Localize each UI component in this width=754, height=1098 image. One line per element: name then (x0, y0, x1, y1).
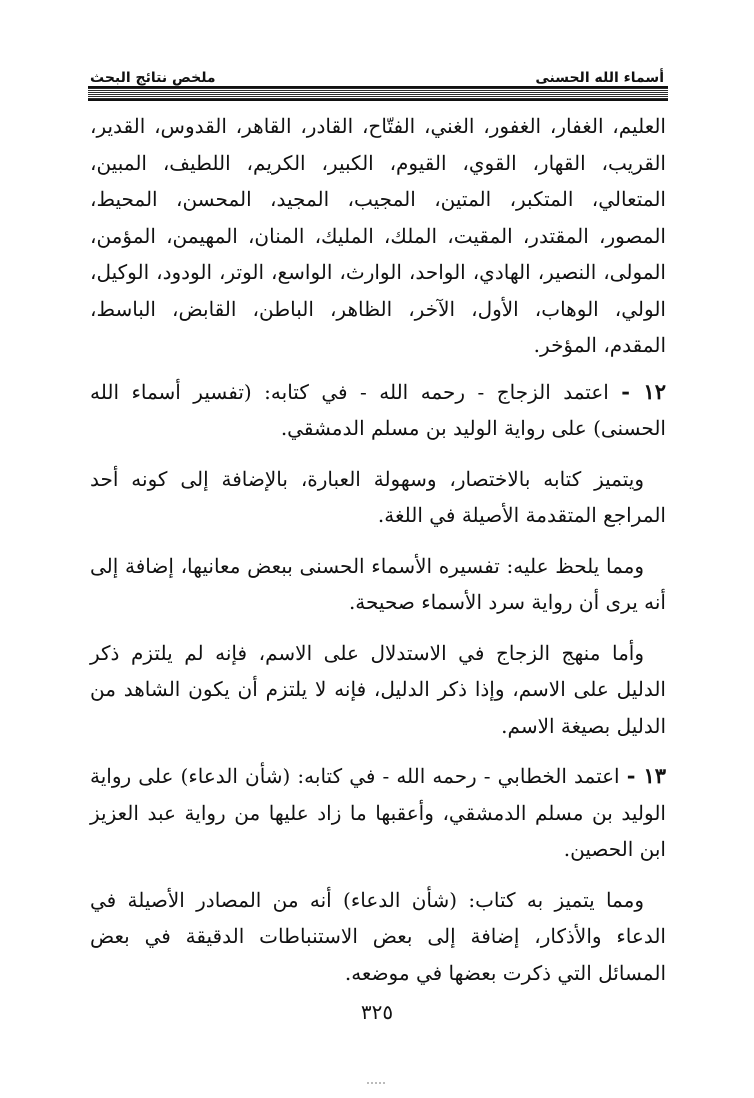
item-13-text: اعتمد الخطابي - رحمه الله - في كتابه: (شأن الدعاء) على رواية الوليد بن مسلم الدمشقي، وأعقبها ما زاد عليها من رواية عبد العزيز ابن الحصين. (90, 764, 666, 861)
item-12-text: اعتمد الزجاج - رحمه الله - في كتابه: (تفسير أسماء الله الحسنى) على رواية الوليد بن مسلم الدمشقي. (90, 379, 666, 440)
body-text (90, 108, 666, 1005)
item-13-distinction-paragraph: ومما يتميز به كتاب: (شأن الدعاء) أنه من المصادر الأصيلة في الدعاء والأذكار، إضافة إلى بعض الاستنباطات الدقيقة في بعض المسائل التي ذكرت بعضها في موضعه. (90, 887, 666, 985)
item-12-method-paragraph: وأما منهج الزجاج في الاستدلال على الاسم، فإنه لم يلتزم ذكر الدليل على الاسم، وإذا ذكر الدليل، فإنه لا يلتزم أن يكون الشاهد من الدليل بصيغة الاسم. (90, 640, 666, 738)
running-header (90, 58, 664, 86)
item-13-number: ١٣ - (626, 763, 667, 788)
header-divider (88, 86, 668, 101)
item-12-paragraph (90, 374, 666, 447)
names-list-paragraph: العليم، الغفار، الغفور، الغني، الفتّاح، القادر، القاهر، القدوس، القدير، القريب، القهار، القوي، القيوم، الكبير، الكريم، اللطيف، المبين، المتعالي، المتكبر، المتين، المجيب، المجيد، المحسن، المحيط، المصور، المقتدر، المقيت، الملك، المليك، المنان، المهيمن، المؤمن، المولى، النصير، الهادي، الواحد، الوارث، الواسع، الوتر، الودود، الوكيل، الولي، الوهاب، الأول، الآخر، الظاهر، الباطن، القابض، الباسط، المقدم، المؤخر. (90, 114, 666, 357)
scan-artifact (367, 1082, 385, 1084)
header-book-title: أسماء الله الحسنى (535, 70, 664, 86)
item-12-note-paragraph: ومما يلحظ عليه: تفسيره الأسماء الحسنى ببعض معانيها، إضافة إلى أنه يرى أن رواية سرد الأسماء صحيحة. (90, 553, 666, 614)
item-13-paragraph (90, 758, 666, 868)
item-12-distinction-paragraph: ويتميز كتابه بالاختصار، وسهولة العبارة، بالإضافة إلى كونه أحد المراجع المتقدمة الأصيلة في اللغة. (90, 466, 666, 527)
header-chapter-title: ملخص نتائج البحث (90, 70, 216, 86)
item-12-number: ١٢ - (621, 378, 666, 404)
page-number: ٣٢٥ (360, 1000, 394, 1024)
